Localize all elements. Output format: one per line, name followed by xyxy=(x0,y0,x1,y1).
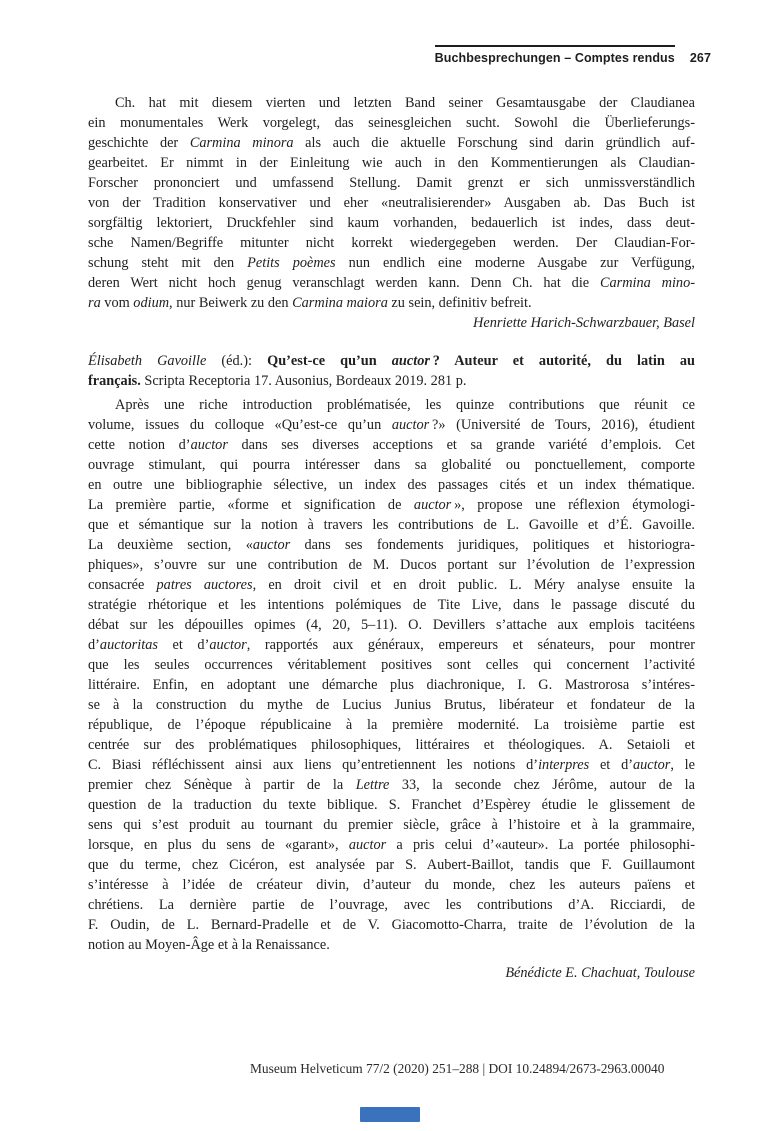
text-line: se à la construction du mythe de Lucius Junius Brutus, libérateur et fondateur de la xyxy=(88,697,695,713)
text-line: ra vom odium, nur Beiwerk zu den Carmina maiora zu sein, definitiv befreit. xyxy=(88,295,532,311)
review-claudian-conclusion xyxy=(88,93,695,333)
reviewer-signature-claudian: Henriette Harich-Schwarzbauer, Basel xyxy=(473,315,695,331)
text-line: que les seules occurrences véritablement positives sont celles qui concernent l’activité xyxy=(88,657,695,673)
text-line: La première partie, «forme et signification de auctor », propose une réflexion étymologi- xyxy=(88,497,695,513)
review-paragraph-claudian xyxy=(88,93,695,313)
text-line: que et sémantique sur la notion à travers les contributions de L. Gavoille et d’É. Gavoille. xyxy=(88,517,695,533)
review-gavoille xyxy=(88,351,695,983)
reviews-content xyxy=(88,93,695,983)
publisher-logo xyxy=(360,1107,420,1122)
text-line: premier chez Sénèque à partir de la Lettre 33, la seconde chez Jérôme, autour de la xyxy=(88,777,695,793)
footer-imprint: Museum Helveticum 77/2 (2020) 251–288 | DOI 10.24894/2673-2963.00040 xyxy=(250,1061,665,1076)
text-line: Ch. hat mit diesem vierten und letzten Band seiner Gesamtausgabe der Claudianea xyxy=(115,95,695,111)
text-line: Après une riche introduction problématisée, les quinze contributions que réunit ce xyxy=(115,397,695,413)
text-line: sorgfältig lektoriert, Druckfehler sind kaum vorhanden, bedauerlich ist indes, dass deut- xyxy=(88,215,695,231)
text-line: deren Wert nicht hoch genug veranschlagt werden kann. Denn Ch. hat die Carmina mino- xyxy=(88,275,695,291)
reviewer-signature-gavoille: Bénédicte E. Chachuat, Toulouse xyxy=(505,965,695,981)
text-line: débat sur les dépouilles opimes (4, 20, 5–11). O. Devillers s’attache aux emplois tacitéens xyxy=(88,617,695,633)
text-line: sens qui s’est produit au tournant du premier siècle, grâce à l’histoire et à la grammaire, xyxy=(88,817,695,833)
text-line: geschichte der Carmina minora als auch die aktuelle Forschung sind darin gründlich auf- xyxy=(88,135,695,151)
text-line: centrée sur des problématiques philosophiques, littéraires et théologiques. A. Setaioli et xyxy=(88,737,695,753)
text-line: que du terme, chez Cicéron, est analysée par S. Aubert-Baillot, tandis que F. Guillaumont xyxy=(88,857,695,873)
text-line: Forscher prononciert und umfassend Stellung. Damit grenzt er sich unmissverständlich xyxy=(88,175,695,191)
text-line: notion au Moyen-Âge et à la Renaissance. xyxy=(88,937,330,953)
text-line: chrétiens. La dernière partie de l’ouvrage, avec les contributions d’A. Ricciardi, de xyxy=(88,897,695,913)
text-line: Élisabeth Gavoille (éd.): Qu’est-ce qu’un auctor ? Auteur et autorité, du latin au xyxy=(88,353,695,369)
text-line: s’intéresse à l’idée de créateur divin, d’auteur du monde, chez les auteurs païens et xyxy=(88,877,695,893)
text-line: en outre une bibliographie sélective, un index des passages cités et un index thématique. xyxy=(88,477,695,493)
running-head-title: Buchbesprechungen – Comptes rendus xyxy=(435,45,675,65)
text-line: La deuxième section, «auctor dans ses fondements juridiques, politiques et historiogra- xyxy=(88,537,695,553)
text-line: d’auctoritas et d’auctor, rapportés aux généraux, empereurs et sénateurs, pour montrer xyxy=(88,637,695,653)
text-line: stratégie rhétorique et les intentions polémiques de Tite Live, dans le passage discuté du xyxy=(88,597,695,613)
running-head xyxy=(435,45,711,65)
review-paragraph-gavoille xyxy=(88,395,695,955)
page-number: 267 xyxy=(689,51,711,65)
text-line: ouvrage stimulant, qui pourra intéresser dans sa globalité ou ponctuellement, comporte xyxy=(88,457,695,473)
text-line: F. Oudin, de L. Bernard-Pradelle et de V. Giacomotto-Charra, traite de l’évolution de la xyxy=(88,917,695,933)
text-line: C. Biasi réfléchissent ainsi aux liens qu’entretiennent les notions d’interpres et d’auctor, le xyxy=(88,757,695,773)
text-line: république, de l’époque républicaine à la première modernité. La troisième partie est xyxy=(88,717,695,733)
text-line: sche Namen/Begriffe mitunter nicht korrekt wiedergegeben werden. Der Claudian-For- xyxy=(88,235,695,251)
text-line: consacrée patres auctores, en droit civil et en droit public. L. Méry analyse ensuite la xyxy=(88,577,695,593)
text-line: volume, issues du colloque «Qu’est-ce qu’un auctor ?» (Université de Tours, 2016), étudient xyxy=(88,417,695,433)
review-gavoille-heading xyxy=(88,351,695,391)
text-line: question de la traduction du texte biblique. S. Franchet d’Espèrey étudie le glissement de xyxy=(88,797,695,813)
text-line: littéraire. Enfin, en adoptant une démarche plus diachronique, I. G. Mastrorosa s’intéres- xyxy=(88,677,695,693)
text-line: von der Tradition konservativer und eher «neutralisierender» Ausgaben ab. Das Buch ist xyxy=(88,195,695,211)
text-line: schung steht mit den Petits poèmes nun endlich eine moderne Ausgabe zur Verfügung, xyxy=(88,255,695,271)
text-line: français. Scripta Receptoria 17. Ausonius, Bordeaux 2019. 281 p. xyxy=(88,373,467,389)
text-line: gearbeitet. Er nimmt in der Einleitung wie auch in den Kommentierungen als Claudian- xyxy=(88,155,695,171)
text-line: lorsque, en plus du sens de «garant», auctor a pris celui d’«auteur». La portée philosophi- xyxy=(88,837,695,853)
text-line: phiques», s’ouvre sur une contribution de M. Ducos portant sur l’évolution de l’expression xyxy=(88,557,695,573)
text-line: cette notion d’auctor dans ses diverses acceptions et sa grande variété d’emplois. Cet xyxy=(88,437,695,453)
text-line: ein monumentales Werk vorgelegt, das seinesgleichen sucht. Sowohl die Überlieferungs- xyxy=(88,115,695,131)
